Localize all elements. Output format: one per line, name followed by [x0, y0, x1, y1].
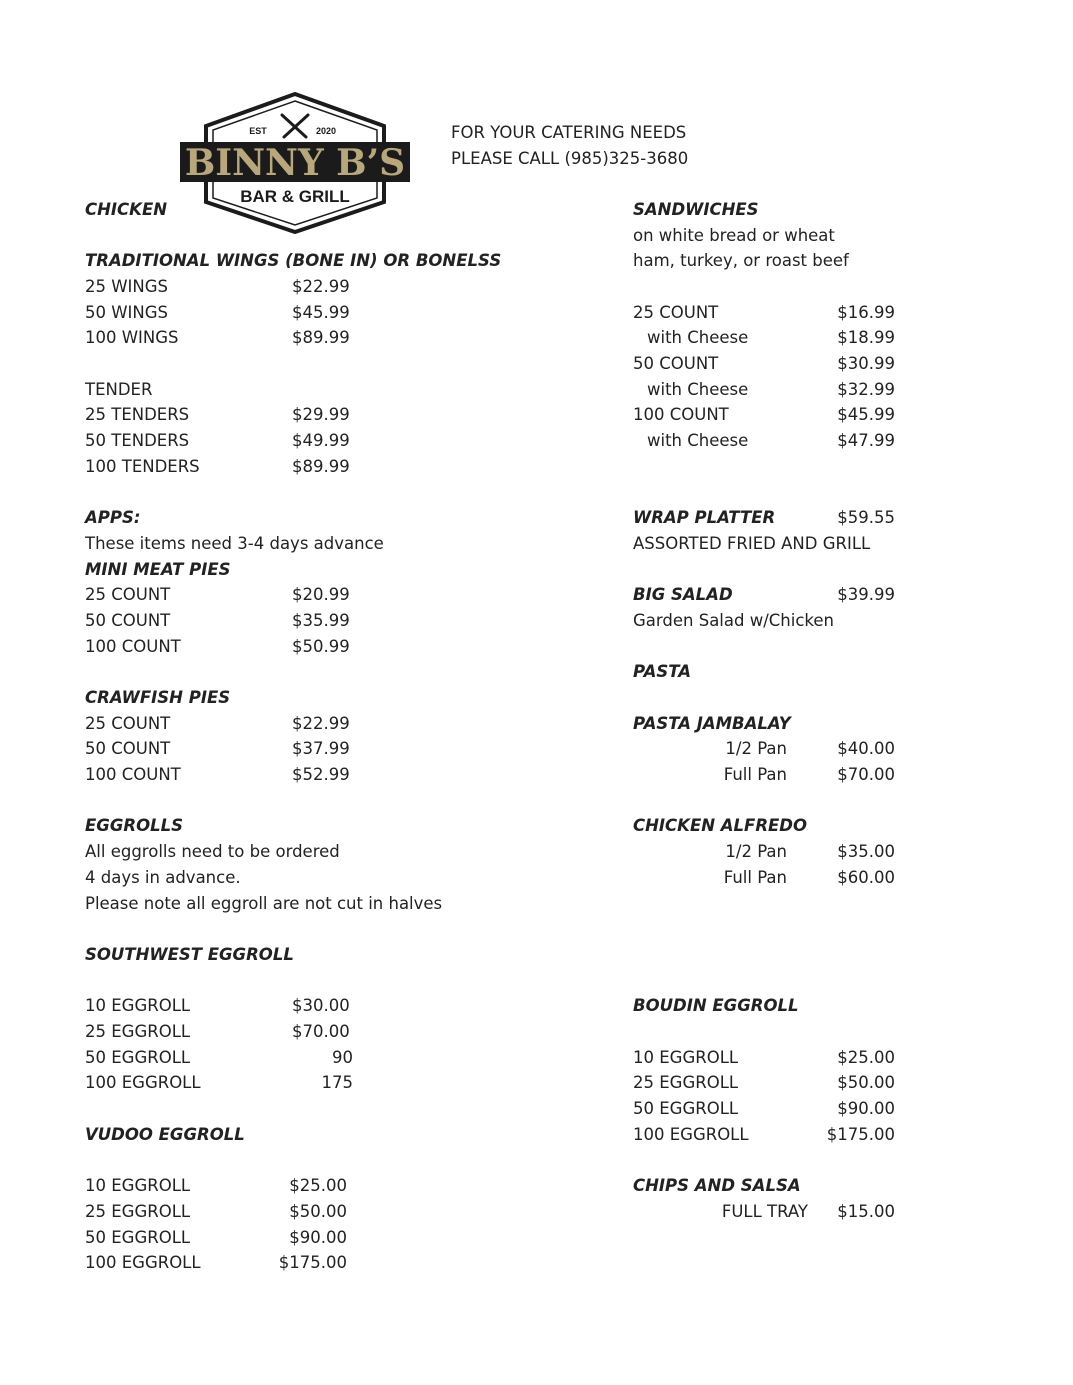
- apps-heading: APPS:: [85, 508, 141, 527]
- big-salad-price: $39.99: [837, 585, 895, 604]
- item-label: 1/2 Pan: [725, 842, 787, 861]
- item-price: $49.99: [292, 431, 350, 450]
- eggroll-note: 4 days in advance.: [85, 868, 241, 887]
- eggrolls-heading: EGGROLLS: [85, 816, 184, 835]
- item-price: $90.00: [837, 1099, 895, 1118]
- item-price: $30.99: [837, 354, 895, 373]
- big-salad-note: Garden Salad w/Chicken: [633, 611, 834, 630]
- sandwich-note: on white bread or wheat: [633, 226, 835, 245]
- item-price: 175: [321, 1073, 353, 1092]
- item-price: $60.00: [837, 868, 895, 887]
- item-price: $20.99: [292, 585, 350, 604]
- big-salad-heading: BIG SALAD: [633, 585, 733, 604]
- item-label: 100 EGGROLL: [633, 1125, 749, 1144]
- item-label: 25 COUNT: [85, 714, 171, 733]
- item-price: $50.00: [837, 1073, 895, 1092]
- sandwich-note: ham, turkey, or roast beef: [633, 251, 849, 270]
- item-label: 1/2 Pan: [725, 739, 787, 758]
- item-label: 50 EGGROLL: [85, 1048, 191, 1067]
- item-price: $37.99: [292, 739, 350, 758]
- pasta-heading: PASTA: [633, 662, 691, 681]
- item-price: $22.99: [292, 277, 350, 296]
- item-label: 25 TENDERS: [85, 405, 190, 424]
- item-price: $15.00: [837, 1202, 895, 1221]
- apps-note: These items need 3-4 days advance: [85, 534, 384, 553]
- logo-sub: BAR & GRILL: [240, 187, 350, 206]
- item-label: 100 COUNT: [85, 765, 181, 784]
- item-price: $47.99: [837, 431, 895, 450]
- item-label: 50 TENDERS: [85, 431, 190, 450]
- item-price: $32.99: [837, 380, 895, 399]
- item-label: with Cheese: [647, 380, 749, 399]
- item-price: $35.99: [292, 611, 350, 630]
- item-label: with Cheese: [647, 328, 749, 347]
- item-label: 100 EGGROLL: [85, 1073, 201, 1092]
- catering-line-1: FOR YOUR CATERING NEEDS: [451, 123, 687, 142]
- tender-heading: TENDER: [85, 380, 153, 399]
- item-label: 50 COUNT: [85, 739, 171, 758]
- item-label: Full Pan: [723, 765, 787, 784]
- eggroll-note: Please note all eggroll are not cut in halves: [85, 894, 443, 913]
- item-price: $52.99: [292, 765, 350, 784]
- item-label: 100 TENDERS: [85, 457, 200, 476]
- pasta-jambalay-heading: PASTA JAMBALAY: [633, 714, 791, 733]
- item-price: $16.99: [837, 303, 895, 322]
- wings-heading: TRADITIONAL WINGS (BONE IN) OR BONELSS: [85, 251, 502, 270]
- item-label: 50 WINGS: [85, 303, 169, 322]
- chicken-alfredo-heading: CHICKEN ALFREDO: [633, 816, 808, 835]
- item-price: $175.00: [278, 1253, 347, 1272]
- chicken-heading: CHICKEN: [85, 200, 168, 219]
- item-label: 50 COUNT: [85, 611, 171, 630]
- item-price: $50.99: [292, 637, 350, 656]
- item-price: $22.99: [292, 714, 350, 733]
- item-price: $25.00: [289, 1176, 347, 1195]
- item-label: 100 EGGROLL: [85, 1253, 201, 1272]
- item-label: 50 EGGROLL: [85, 1228, 191, 1247]
- mini-meat-pies-heading: MINI MEAT PIES: [85, 560, 231, 579]
- wrap-platter-heading: WRAP PLATTER: [633, 508, 776, 527]
- item-price: $90.00: [289, 1228, 347, 1247]
- boudin-eggroll-heading: BOUDIN EGGROLL: [633, 996, 799, 1015]
- item-label: Full Pan: [723, 868, 787, 887]
- catering-phone: PLEASE CALL (985)325-3680: [451, 149, 689, 168]
- vudoo-eggroll-heading: VUDOO EGGROLL: [85, 1125, 245, 1144]
- item-label: 25 COUNT: [85, 585, 171, 604]
- item-label: 50 EGGROLL: [633, 1099, 739, 1118]
- item-label: 100 COUNT: [633, 405, 729, 424]
- sandwiches-heading: SANDWICHES: [633, 200, 759, 219]
- wrap-platter-price: $59.55: [837, 508, 895, 527]
- item-price: $70.00: [837, 765, 895, 784]
- item-label: 100 WINGS: [85, 328, 179, 347]
- logo-name: BINNY B’S: [184, 142, 406, 184]
- item-price: $45.99: [292, 303, 350, 322]
- eggroll-note: All eggrolls need to be ordered: [85, 842, 340, 861]
- item-price: $35.00: [837, 842, 895, 861]
- item-label: FULL TRAY: [721, 1202, 808, 1221]
- item-price: $25.00: [837, 1048, 895, 1067]
- item-label: 50 COUNT: [633, 354, 719, 373]
- item-label: 100 COUNT: [85, 637, 181, 656]
- binny-bs-logo: [178, 92, 412, 234]
- item-price: $50.00: [289, 1202, 347, 1221]
- item-label: 10 EGGROLL: [633, 1048, 739, 1067]
- item-price: $29.99: [292, 405, 350, 424]
- item-price: $40.00: [837, 739, 895, 758]
- est-label: EST: [249, 126, 267, 136]
- item-label: 25 COUNT: [633, 303, 719, 322]
- item-price: $70.00: [292, 1022, 350, 1041]
- est-year: 2020: [315, 126, 337, 136]
- southwest-eggroll-heading: SOUTHWEST EGGROLL: [85, 945, 294, 964]
- item-label: 10 EGGROLL: [85, 1176, 191, 1195]
- wrap-platter-note: ASSORTED FRIED AND GRILL: [633, 534, 871, 553]
- chips-and-salsa-heading: CHIPS AND SALSA: [633, 1176, 801, 1195]
- item-price: 90: [332, 1048, 353, 1067]
- item-label: 25 WINGS: [85, 277, 169, 296]
- item-price: $89.99: [292, 328, 350, 347]
- crawfish-pies-heading: CRAWFISH PIES: [85, 688, 231, 707]
- item-price: $30.00: [292, 996, 350, 1015]
- item-price: $45.99: [837, 405, 895, 424]
- item-label: 25 EGGROLL: [85, 1202, 191, 1221]
- item-label: 25 EGGROLL: [85, 1022, 191, 1041]
- item-label: 25 EGGROLL: [633, 1073, 739, 1092]
- item-label: with Cheese: [647, 431, 749, 450]
- item-label: 10 EGGROLL: [85, 996, 191, 1015]
- item-price: $89.99: [292, 457, 350, 476]
- item-price: $18.99: [837, 328, 895, 347]
- item-price: $175.00: [826, 1125, 895, 1144]
